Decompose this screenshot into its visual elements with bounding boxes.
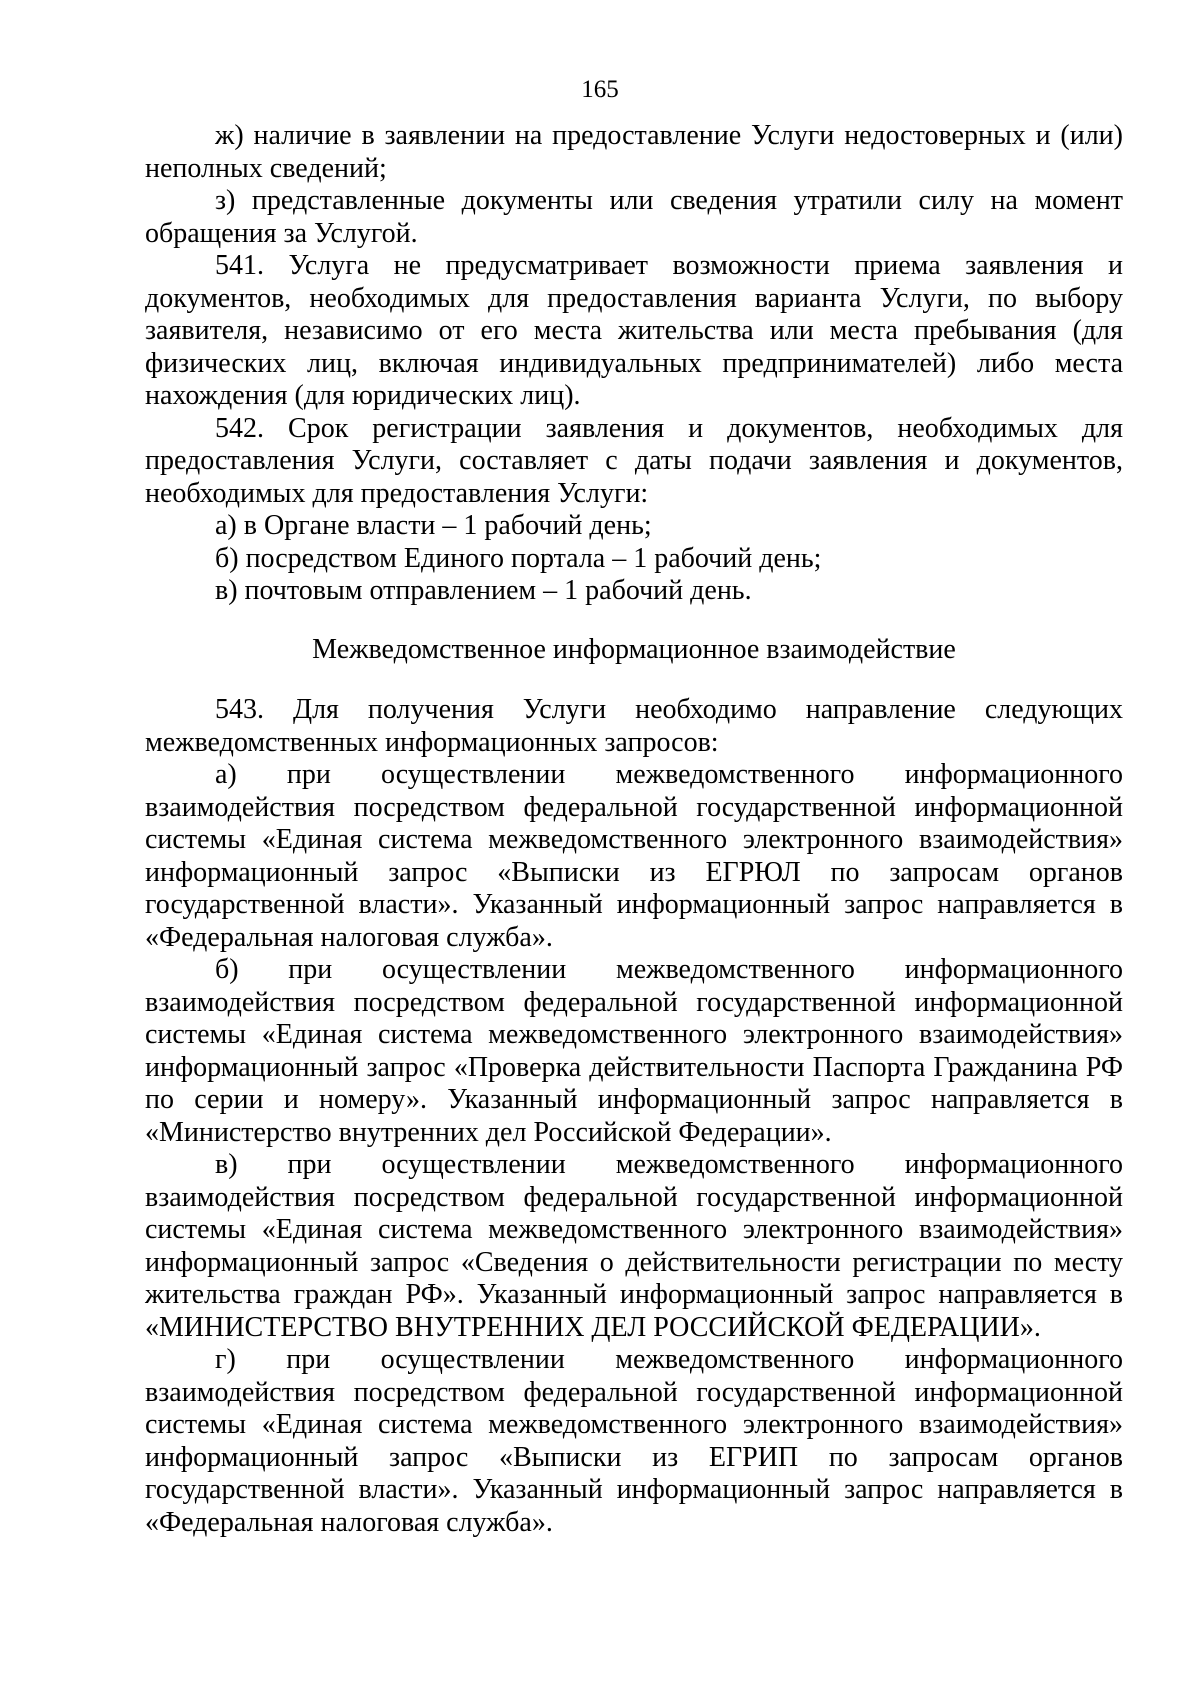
paragraph-543-a: а) при осуществлении межведомственного информационного взаимодействия посредством федеральной государственной информационной системы «Единая система межведомственного электронного взаимодействия» информационный запрос «Выписки из ЕГРЮЛ по запросам органов государственной власти». Указанный информационный запрос направляется в «Федеральная налоговая служба».: [145, 759, 1123, 953]
paragraph-543-b: б) при осуществлении межведомственного информационного взаимодействия посредством федеральной государственной информационной системы «Единая система межведомственного электронного взаимодействия» информационный запрос «Проверка действительности Паспорта Гражданина РФ по серии и номеру». Указанный информационный запрос направляется в «Министерство внутренних дел Российской Федерации».: [145, 954, 1123, 1148]
paragraph-543-g: г) при осуществлении межведомственного информационного взаимодействия посредством федеральной государственной информационной системы «Единая система межведомственного электронного взаимодействия» информационный запрос «Выписки из ЕГРИП по запросам органов государственной власти». Указанный информационный запрос направляется в «Федеральная налоговая служба».: [145, 1344, 1123, 1538]
document-body: [145, 120, 1123, 1539]
paragraph-543-v: в) при осуществлении межведомственного информационного взаимодействия посредством федеральной государственной информационной системы «Единая система межведомственного электронного взаимодействия» информационный запрос «Сведения о действительности регистрации по месту жительства граждан РФ». Указанный информационный запрос направляется в «МИНИСТЕРСТВО ВНУТРЕННИХ ДЕЛ РОССИЙСКОЙ ФЕДЕРАЦИИ».: [145, 1149, 1123, 1343]
page-number: 165: [581, 76, 619, 103]
paragraph-item-z: з) представленные документы или сведения утратили силу на момент обращения за Услугой.: [145, 185, 1123, 249]
paragraph-542-v: в) почтовым отправлением – 1 рабочий день.: [215, 575, 752, 606]
paragraph-542-a: а) в Органе власти – 1 рабочий день;: [215, 510, 652, 541]
paragraph-542-b: б) посредством Единого портала – 1 рабочий день;: [215, 542, 822, 574]
section-heading: Межведомственное информационное взаимодействие: [312, 633, 956, 665]
paragraph-542: 542. Срок регистрации заявления и документов, необходимых для предоставления Услуги, составляет с даты подачи заявления и документов, необходимых для предоставления Услуги:: [145, 412, 1123, 509]
paragraph-541: 541. Услуга не предусматривает возможности приема заявления и документов, необходимых для предоставления варианта Услуги, по выбору заявителя, независимо от его места жительства или места пребывания (для физических лиц, включая индивидуальных предпринимателей) либо места нахождения (для юридических лиц).: [145, 250, 1123, 411]
paragraph-543: 543. Для получения Услуги необходимо направление следующих межведомственных информационных запросов:: [145, 694, 1123, 758]
paragraph-item-zh: ж) наличие в заявлении на предоставление Услуги недостоверных и (или) неполных сведений;: [145, 120, 1123, 184]
